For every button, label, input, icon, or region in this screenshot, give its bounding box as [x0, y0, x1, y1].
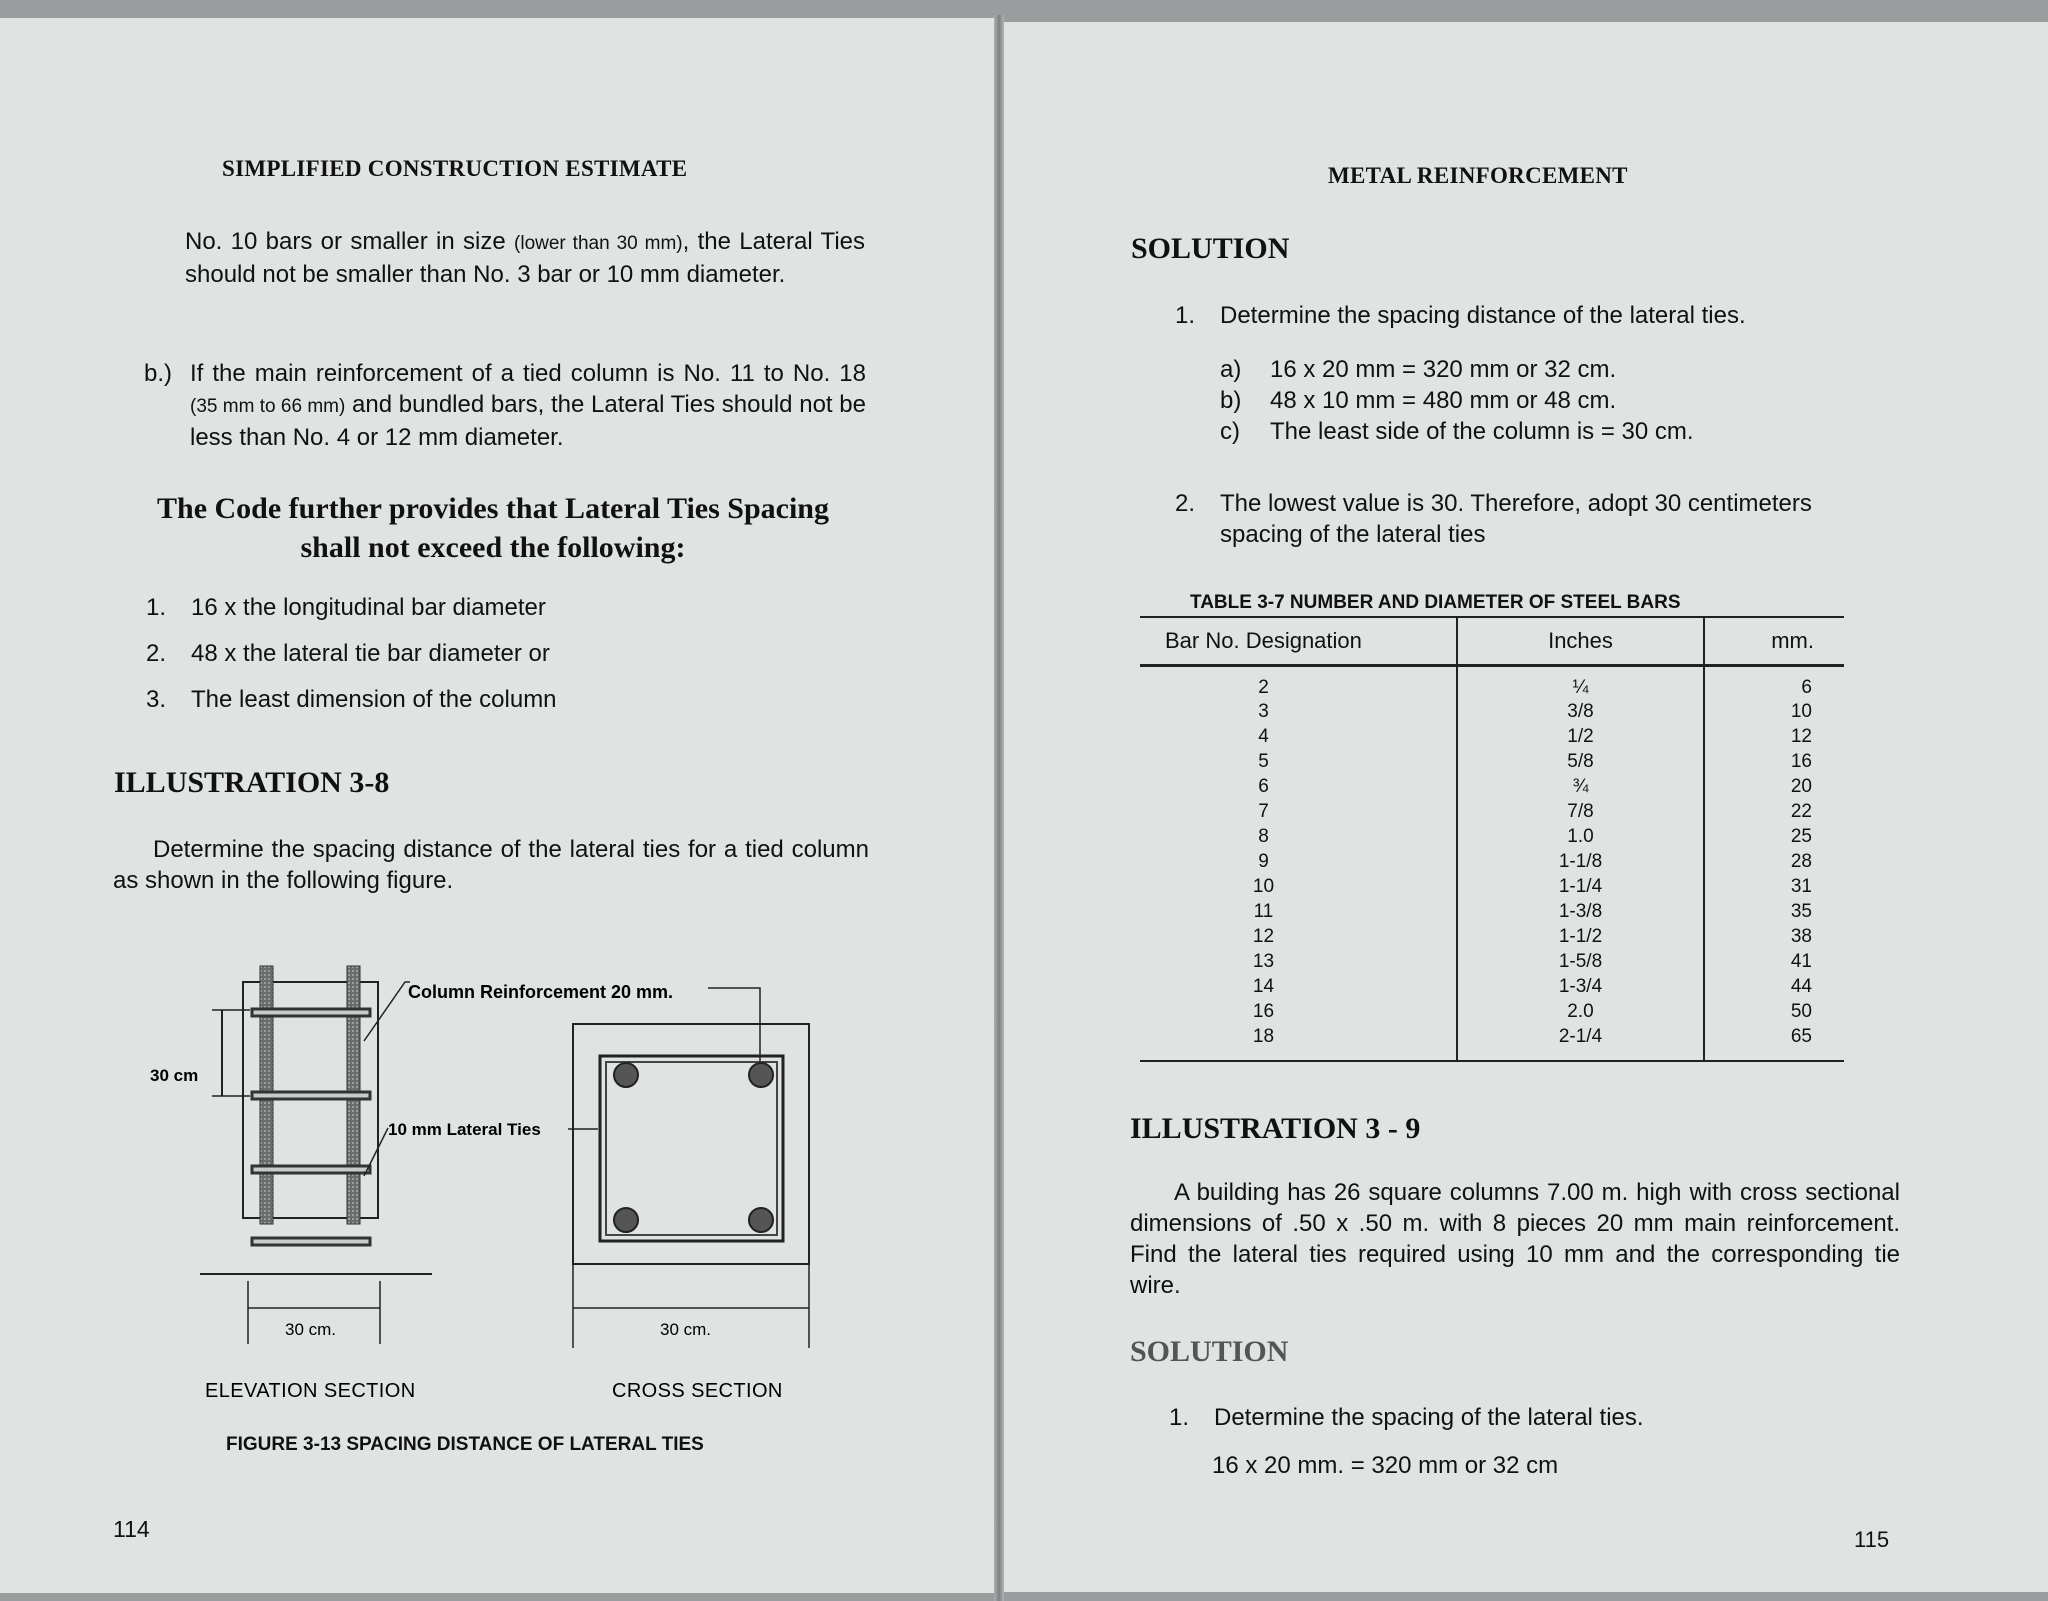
table-row	[1140, 725, 1844, 750]
label-30cm-elevation: 30 cm.	[285, 1320, 337, 1339]
table-row	[1140, 900, 1844, 925]
label-cross-section: CROSS SECTION	[612, 1380, 783, 1402]
right-page	[1004, 22, 2048, 1592]
label-column-reinforcement: Column Reinforcement 20 mm.	[408, 982, 674, 1002]
table-row	[1140, 775, 1844, 800]
table-row	[1140, 925, 1844, 950]
table-cell: 7/8	[1457, 800, 1704, 825]
table-row	[1140, 700, 1844, 725]
step-3-calc: 16 x 20 mm. = 320 mm or 32 cm	[1212, 1452, 1559, 1479]
list-item: 3. The least dimension of the column	[146, 686, 557, 713]
para-b-text-2: and bundled bars, the Lateral Ties should not be less than No. 4 or 12 mm diameter.	[190, 391, 866, 451]
table-cell: 16	[1790, 751, 1812, 772]
table-cell: 10	[1140, 875, 1457, 900]
table-cell: 3/8	[1457, 700, 1704, 725]
running-head: SIMPLIFIED CONSTRUCTION ESTIMATE	[222, 156, 688, 181]
list-item: 2. 48 x the lateral tie bar diameter or	[146, 640, 550, 667]
steel-bars-table-wrap	[1140, 616, 1844, 1062]
table-cell: 22	[1790, 801, 1812, 822]
table-caption: TABLE 3-7 NUMBER AND DIAMETER OF STEEL BARS	[1190, 592, 1681, 613]
table-cell: 31	[1790, 876, 1812, 897]
table-row	[1140, 1000, 1844, 1025]
step-2: 2. The lowest value is 30. Therefore, adopt 30 centimeters spacing of the lateral ties	[1175, 490, 1812, 548]
label-lateral-ties: 10 mm Lateral Ties	[388, 1120, 541, 1139]
table-cell: 44	[1790, 976, 1812, 997]
table-cell: 2-1/4	[1457, 1025, 1704, 1061]
paragraph-a	[185, 226, 865, 290]
page-number: 115	[1854, 1527, 1890, 1552]
table-cell: ¼	[1457, 665, 1704, 700]
table-cell: 1/2	[1457, 725, 1704, 750]
book-gutter	[994, 15, 1004, 1601]
para-a-text-1: No. 10 bars or smaller in size	[185, 228, 506, 255]
label-30cm-cross: 30 cm.	[660, 1320, 712, 1339]
illustration-text: Determine the spacing distance of the lateral ties for a tied column as shown in the following figure.	[113, 836, 869, 894]
table-cell: ¾	[1457, 775, 1704, 800]
table-cell: 20	[1790, 776, 1812, 797]
table-cell: 16	[1140, 1000, 1457, 1025]
table-cell: 12	[1790, 726, 1812, 747]
cross-section-outer	[573, 1024, 809, 1264]
table-cell: 9	[1140, 850, 1457, 875]
code-heading	[113, 489, 873, 567]
sub-item: a) 16 x 20 mm = 320 mm or 32 cm.	[1220, 356, 1617, 383]
step-3: 1. Determine the spacing of the lateral ties.	[1169, 1404, 1644, 1431]
table-cell: 41	[1790, 951, 1812, 972]
solution-2-heading: SOLUTION	[1130, 1335, 1289, 1368]
table-cell: 2	[1140, 665, 1457, 700]
table-cell: 35	[1790, 901, 1812, 922]
table-body	[1140, 665, 1844, 1061]
table-cell: 38	[1790, 926, 1812, 947]
table-cell: 4	[1140, 725, 1457, 750]
table-cell: 1-1/2	[1457, 925, 1704, 950]
table-cell: 8	[1140, 825, 1457, 850]
table-cell: 65	[1790, 1025, 1812, 1047]
table-header: Bar No. Designation	[1140, 617, 1457, 665]
table-cell: 5	[1140, 750, 1457, 775]
solution-heading: SOLUTION	[1131, 232, 1290, 265]
table-cell: 1-3/8	[1457, 900, 1704, 925]
para-a-text-2: , the Lateral Ties should not be smaller than No. 3 bar or 10 mm diameter.	[185, 228, 866, 288]
code-heading-line-1: The Code further provides that Lateral Ties Spacing	[157, 492, 829, 525]
left-page	[0, 18, 994, 1593]
step-1: 1. Determine the spacing distance of the lateral ties.	[1175, 302, 1746, 329]
cross-section-bars	[614, 1063, 773, 1232]
figure-caption: FIGURE 3-13 SPACING DISTANCE OF LATERAL TIES	[226, 1434, 704, 1455]
table-row	[1140, 665, 1844, 700]
table-row	[1140, 750, 1844, 775]
table-cell: 14	[1140, 975, 1457, 1000]
limits-list	[146, 592, 557, 730]
spacing-figure	[0, 938, 994, 1448]
label-30cm-side: 30 cm	[150, 1066, 199, 1085]
table-cell: 50	[1790, 1001, 1812, 1022]
table-cell: 18	[1140, 1025, 1457, 1061]
table-row	[1140, 850, 1844, 875]
table-cell: 7	[1140, 800, 1457, 825]
table-row	[1140, 950, 1844, 975]
table-cell: 1.0	[1457, 825, 1704, 850]
list-item: 1. 16 x the longitudinal bar diameter	[146, 594, 546, 621]
table-header: Inches	[1457, 617, 1704, 665]
table-cell: 1-1/8	[1457, 850, 1704, 875]
table-cell: 3	[1140, 700, 1457, 725]
table-cell: 1-5/8	[1457, 950, 1704, 975]
para-a-small: (lower than 30 mm)	[514, 233, 683, 254]
table-cell: 6	[1801, 676, 1812, 698]
illustration-heading: ILLUSTRATION 3 - 9	[1130, 1112, 1421, 1145]
para-b-small: (35 mm to 66 mm)	[190, 396, 346, 417]
label-elevation-section: ELEVATION SECTION	[205, 1380, 416, 1402]
paragraph-b	[190, 358, 866, 453]
table-cell: 28	[1790, 851, 1812, 872]
table-cell: 1-1/4	[1457, 875, 1704, 900]
table-cell: 12	[1140, 925, 1457, 950]
table-cell: 13	[1140, 950, 1457, 975]
table-header: mm.	[1771, 627, 1814, 653]
table-cell: 11	[1140, 900, 1457, 925]
table-row	[1140, 875, 1844, 900]
sub-item: b) 48 x 10 mm = 480 mm or 48 cm.	[1220, 387, 1617, 414]
para-b-text-1: If the main reinforcement of a tied column is No. 11 to No. 18	[190, 360, 866, 387]
table-cell: 10	[1790, 701, 1812, 722]
table-row	[1140, 1025, 1844, 1061]
illustration-text: A building has 26 square columns 7.00 m. high with cross sectional dimensions of .50 x .50 m. with 8 pieces 20 mm main reinforcement. Find the lateral ties required using 10 mm and the corresponding tie wire.	[1130, 1179, 1900, 1299]
page-number: 114	[113, 1516, 150, 1542]
code-heading-line-2: shall not exceed the following:	[300, 531, 686, 564]
table-cell: 5/8	[1457, 750, 1704, 775]
illustration-heading: ILLUSTRATION 3-8	[114, 766, 390, 799]
table-row	[1140, 975, 1844, 1000]
elevation-tie-bottom	[252, 1238, 370, 1245]
para-b-label: b.)	[144, 360, 173, 387]
table-cell: 1-3/4	[1457, 975, 1704, 1000]
table-cell: 6	[1140, 775, 1457, 800]
table-cell: 25	[1790, 826, 1812, 847]
table-row	[1140, 825, 1844, 850]
running-head: METAL REINFORCEMENT	[1328, 163, 1628, 188]
table-row	[1140, 800, 1844, 825]
sub-item: c) The least side of the column is = 30 cm.	[1220, 418, 1694, 445]
table-cell: 2.0	[1457, 1000, 1704, 1025]
sub-items	[1220, 354, 1694, 447]
steel-bars-table	[1140, 616, 1844, 1062]
